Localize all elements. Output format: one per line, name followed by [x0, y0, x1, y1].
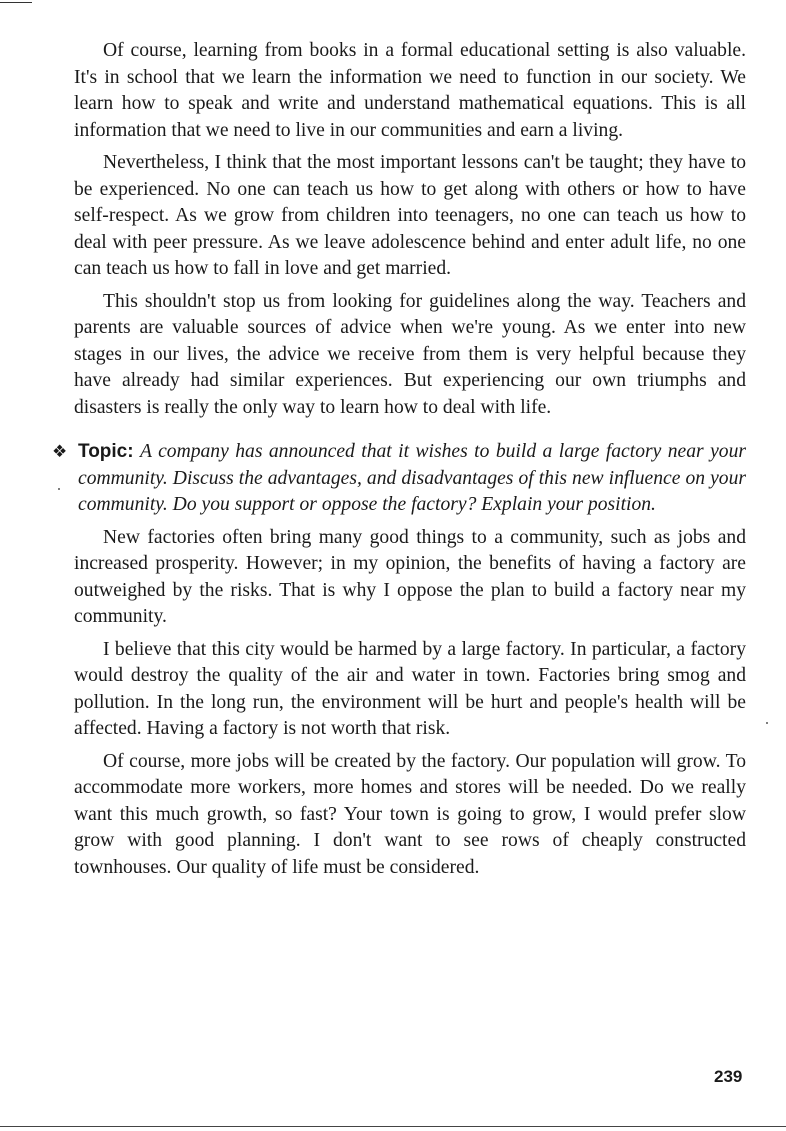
diamond-bullet-icon: ❖: [52, 442, 68, 461]
paragraph-6: Of course, more jobs will be created by the factory. Our population will grow. To accommodate more workers, more homes and stores will be needed. Do we really want this much growth, so fast? Your town is going to grow, I would prefer slow grow with good planning. I don't want to see rows of cheaply constructed townhouses. Our quality of life must be considered.: [74, 750, 746, 878]
paragraph-3: This shouldn't stop us from looking for guidelines along the way. Teachers and parents are valuable sources of advice when we're young. As we enter into new stages in our lives, the advice we receive from them is very helpful because they have already had similar experiences. But experiencing our own triumphs and disasters is really the only way to learn how to deal with life.: [74, 290, 746, 418]
topic-label: Topic:: [78, 441, 134, 462]
scan-speck: [58, 488, 60, 490]
paragraph-5: I believe that this city would be harmed by a large factory. In particular, a factory would destroy the quality of the air and water in town. Factories bring smog and pollution. In the long run, the environment will be hurt and people's health will be affected. Having a factory is not worth that risk.: [74, 638, 746, 739]
page-number: 239: [714, 1067, 743, 1086]
page-content: [52, 38, 746, 887]
topic-text: A company has announced that it wishes to build a large factory near your community. Discuss the advantages, and disadvantages of this new influence on your community. Do you support or oppose the factory? Explain your position.: [78, 441, 746, 515]
paragraph-1: Of course, learning from books in a formal educational setting is also valuable. It's in school that we learn the information we need to function in our society. We learn how to speak and write and understand mathematical equations. This is all information that we need to live in our communities and earn a living.: [74, 40, 746, 141]
paragraph-4: New factories often bring many good things to a community, such as jobs and increased prosperity. However; in my opinion, the benefits of having a factory are outweighed by the risks. That is why I oppose the plan to build a factory near my community.: [74, 526, 746, 627]
bottom-edge-rule: [0, 1126, 786, 1127]
topic-prompt: [52, 439, 746, 519]
top-edge-rule: [0, 2, 32, 3]
paragraph-2: Nevertheless, I think that the most important lessons can't be taught; they have to be experienced. No one can teach us how to get along with others or how to have self-respect. As we grow from children into teenagers, no one can teach us how to deal with peer pressure. As we leave adolescence behind and enter adult life, no one can teach us how to fall in love and get married.: [74, 152, 746, 279]
scan-speck: [766, 722, 768, 724]
